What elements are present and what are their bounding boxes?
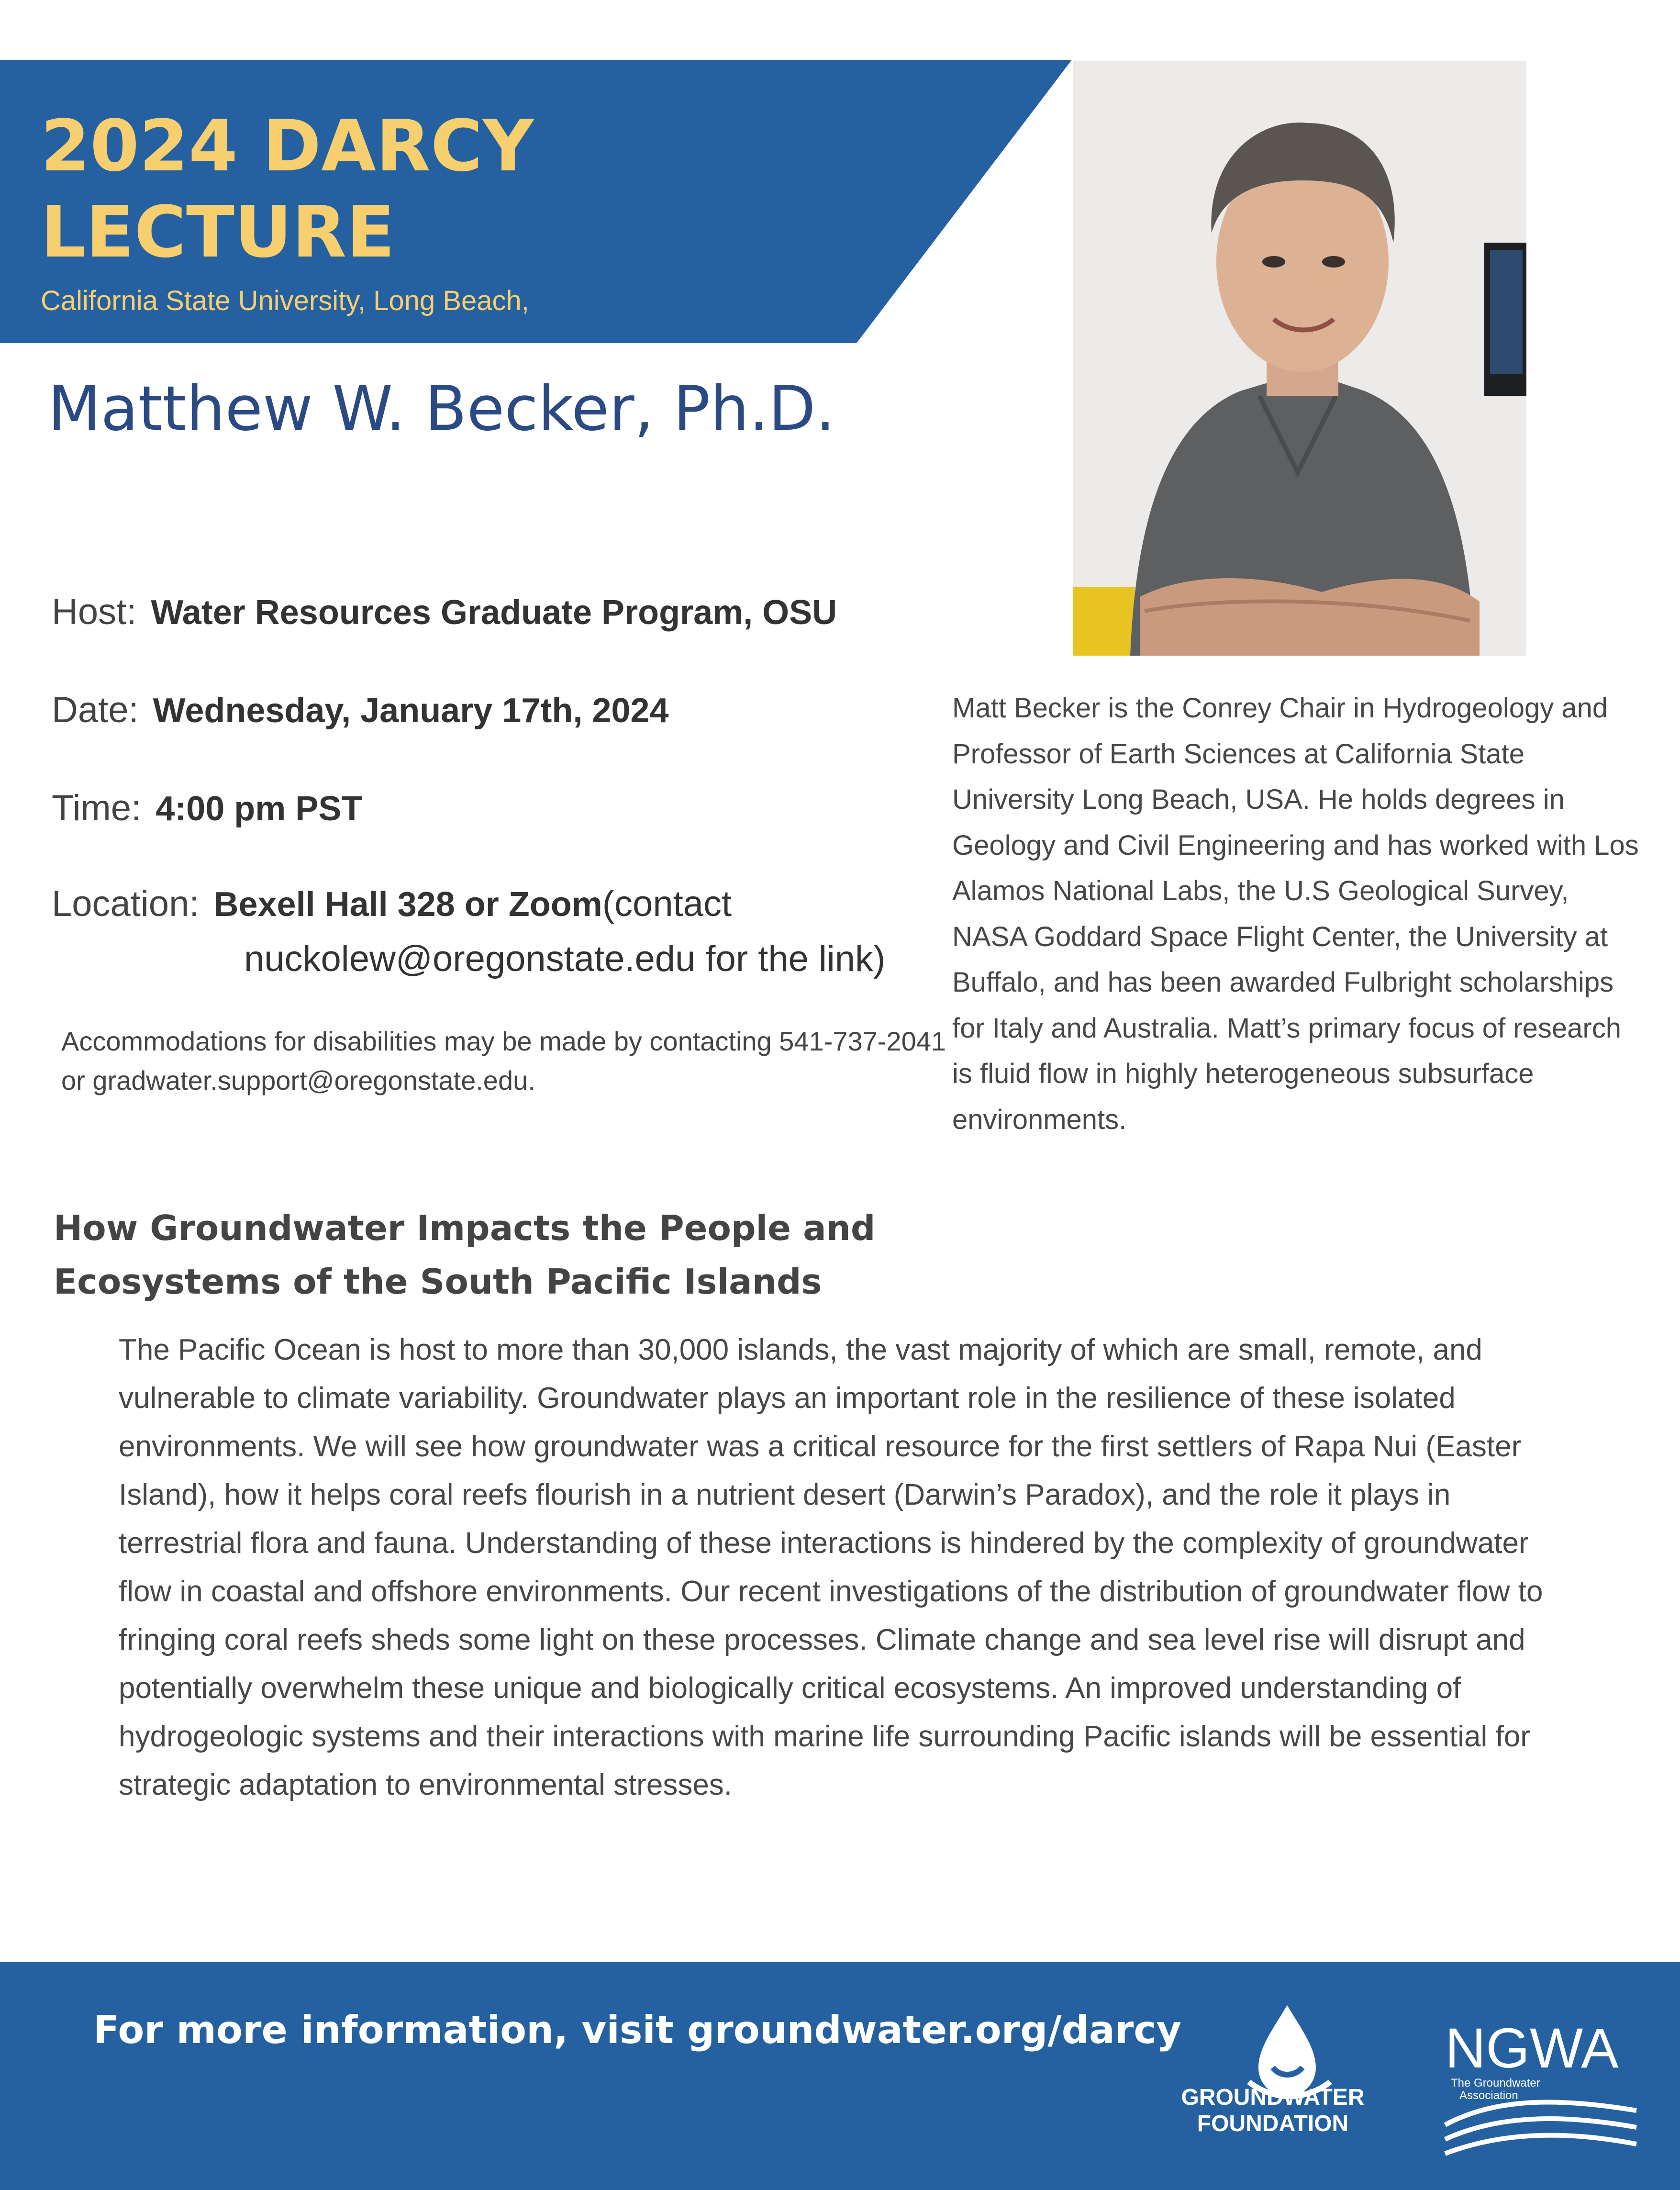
date-label: Date: [52, 690, 139, 730]
date-row [52, 689, 669, 731]
location-row [52, 883, 732, 925]
groundwater-foundation-wordmark [1148, 2084, 1397, 2137]
ngwa-logo [1440, 2015, 1641, 2158]
location-contact-email[interactable]: nuckolew@oregonstate.edu for the link) [244, 939, 886, 979]
university-subtitle: California State University, Long Beach, [41, 285, 529, 316]
host-row [52, 591, 837, 633]
location-contact: (contact [602, 883, 732, 924]
footer-bar [0, 1962, 1680, 2190]
time-value: 4:00 pm PST [156, 790, 363, 828]
ngwa-wordmark: NGWA [1445, 2017, 1619, 2080]
speaker-bio: Matt Becker is the Conrey Chair in Hydrogeology and Professor of Earth Sciences at California State University Long Beach, USA. He holds degrees in Geology and Civil Engineering and has worked with Los Alamos National Labs, the U.S Geological Survey, NASA Goddard Space Flight Center, the University at Buffalo, and has been awarded Fulbright scholarships for Italy and Australia. Matt’s primary focus of research is fluid flow in highly heterogeneous subsurface environments. [952, 693, 1639, 1135]
location-label: Location: [52, 883, 200, 924]
speaker-name: Matthew W. Becker, Ph.D. [48, 373, 835, 445]
time-row [52, 787, 362, 829]
talk-title: How Groundwater Impacts the People and Ecosystems of the South Pacific Islands [54, 1208, 876, 1302]
lecture-title: 2024 DARCY LECTURE [41, 105, 534, 273]
gf-line-1: GROUNDWATER [1181, 2085, 1365, 2110]
accommodations-note: Accommodations for disabilities may be made by contacting 541-737-2041 or gradwater.support@oregonstate.edu. [61, 1026, 946, 1095]
portrait-illustration [1073, 61, 1526, 656]
talk-abstract: The Pacific Ocean is host to more than 30,000 islands, the vast majority of which are small, remote, and vulnerable to climate variability. Groundwater plays an important role in the resilience of these isolated environments. We will see how groundwater was a critical resource for the first settlers of Rapa Nui (Easter Island), how it helps coral reefs flourish in a nutrient desert (Darwin’s Paradox), and the role it plays in terrestrial flora and fauna. Understanding of these interactions is hindered by the complexity of groundwater flow in coastal and offshore environments. Our recent investigations of the distribution of groundwater flow to fringing coral reefs sheds some light on these processes. Climate change and sea level rise will disrupt and potentially overwhelm these unique and biologically critical ecosystems. An improved understanding of hydrogeologic systems and their interactions with marine life surrounding Pacific islands will be essential for strategic adaptation to environmental stresses. [119, 1333, 1543, 1801]
date-value: Wednesday, January 17th, 2024 [153, 692, 669, 730]
ngwa-tagline-2: Association [1459, 2089, 1518, 2102]
host-value: Water Resources Graduate Program, OSU [151, 593, 837, 632]
footer-link-text[interactable]: For more information, visit groundwater.org/darcy [93, 2008, 1181, 2052]
gf-line-2: FOUNDATION [1197, 2111, 1349, 2136]
host-label: Host: [52, 592, 137, 632]
speaker-photo [1073, 61, 1526, 656]
ngwa-tagline-1: The Groundwater [1451, 2077, 1540, 2089]
location-value: Bexell Hall 328 or Zoom [213, 885, 602, 924]
time-label: Time: [52, 788, 142, 828]
